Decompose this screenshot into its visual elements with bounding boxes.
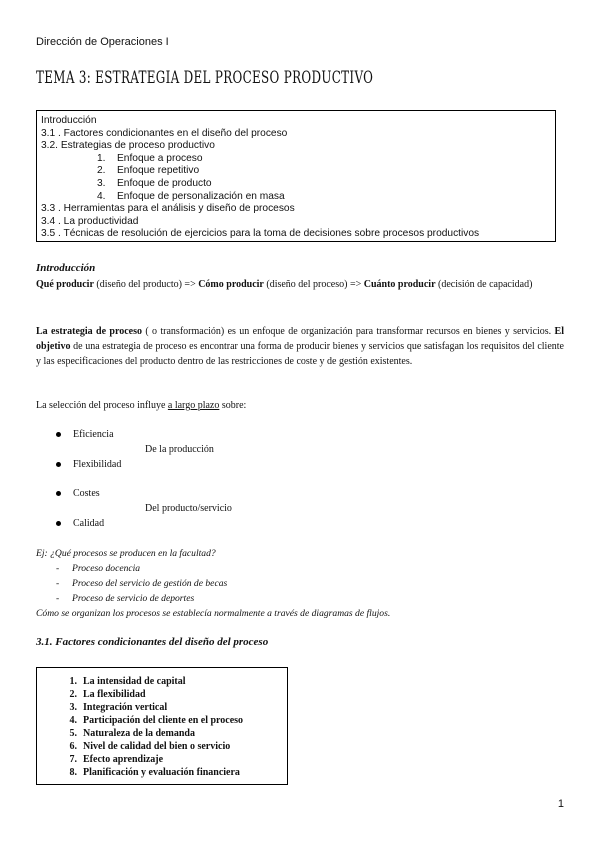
toc-item: Introducción: [41, 115, 97, 126]
example-item-label: Proceso de servicio de deportes: [72, 593, 195, 604]
bullet-dot-icon: [56, 521, 61, 526]
factor-number: 4.: [69, 715, 77, 726]
example-note: Cómo se organizan los procesos se establecía normalmente a través de diagramas de flujos.: [36, 608, 391, 619]
bullet-label: Costes: [73, 488, 100, 499]
toc-subitem-number: 2.: [97, 165, 106, 177]
factor-label: Participación del cliente en el proceso: [83, 715, 244, 726]
toc-subitem-number: 1.: [97, 152, 106, 164]
how-term: Cómo producir: [198, 279, 264, 290]
toc-subitem: [41, 191, 551, 204]
page-title: TEMA 3: ESTRATEGIA DEL PROCESO PRODUCTIVO: [36, 68, 374, 88]
example-item: - Proceso del servicio de gestión de becas: [56, 578, 228, 589]
toc-item: 3.4 . La productividad: [41, 215, 139, 227]
toc-item: 3.2. Estrategias de proceso productivo: [41, 140, 215, 152]
toc-subitem: [41, 178, 551, 191]
toc-subitem-number: 4.: [97, 190, 106, 202]
strategy-definition: ( o transformación) es un enfoque de organización para transformar recursos en bienes y servicios.: [141, 326, 555, 337]
factor-item: [57, 766, 287, 779]
toc-item: 3.3 . Herramientas para el análisis y diseño de procesos: [41, 203, 295, 215]
example-block: [36, 546, 556, 621]
toc-subitem-label: Enfoque de producto: [117, 177, 212, 189]
strategy-term: La estrategia de proceso: [36, 326, 142, 337]
factor-number: 2.: [69, 689, 77, 700]
bullet-item: [56, 429, 114, 440]
how-much-note: (decisión de capacidad): [435, 279, 533, 290]
bullet-dot-icon: [56, 491, 61, 496]
toc-subitem-number: 3.: [97, 177, 106, 189]
toc-item: 3.1 . Factores condicionantes en el diseño del proceso: [41, 127, 288, 139]
example-item-label: Proceso del servicio de gestión de becas: [72, 578, 228, 589]
factor-number: 6.: [69, 741, 77, 752]
factor-label: Integración vertical: [83, 702, 168, 713]
factor-number: 1.: [69, 676, 77, 687]
toc-subitem-label: Enfoque repetitivo: [117, 165, 200, 177]
bullet-item: [56, 488, 100, 499]
factor-label: Efecto aprendizaje: [83, 754, 164, 765]
how-note: (diseño del proceso) =>: [263, 279, 364, 290]
toc-subitem: [41, 153, 551, 166]
page-number: 1: [557, 798, 564, 810]
factor-label: La intensidad de capital: [83, 676, 186, 687]
factor-label: Nivel de calidad del bien o servicio: [83, 741, 231, 752]
factor-number: 3.: [69, 702, 77, 713]
factor-label: Naturaleza de la demanda: [83, 728, 195, 739]
bullet-dot-icon: [56, 432, 61, 437]
factors-heading: 3.1. Factores condicionantes del diseño del proceso: [36, 636, 269, 648]
factor-item: [57, 727, 287, 740]
factors-list: [36, 667, 288, 785]
factor-item: [57, 675, 287, 688]
bullet-item: [56, 518, 104, 529]
example-item-label: Proceso docencia: [72, 563, 141, 574]
factor-number: 7.: [69, 754, 77, 765]
intro-paragraph: [36, 277, 564, 292]
what-note: (diseño del producto) =>: [93, 279, 199, 290]
selection-sentence: [36, 398, 246, 413]
factor-number: 5.: [69, 728, 77, 739]
intro-heading: Introducción: [36, 262, 96, 274]
bullet-group-label: De la producción: [145, 444, 214, 455]
objective-term: El objetivo: [36, 326, 564, 352]
header-course-name: Dirección de Operaciones I: [36, 36, 169, 48]
factor-number: 8.: [69, 767, 77, 778]
what-term: Qué producir: [36, 279, 94, 290]
bullet-group-label: Del producto/servicio: [145, 503, 232, 514]
toc-subitem: [41, 165, 551, 178]
factor-label: La flexibilidad: [83, 689, 146, 700]
selection-after: sobre:: [219, 400, 247, 411]
bullet-label: Calidad: [73, 518, 105, 529]
factor-item: [57, 753, 287, 766]
bullet-label: Flexibilidad: [73, 459, 122, 470]
how-much-term: Cuánto producir: [363, 279, 436, 290]
bullet-label: Eficiencia: [73, 429, 114, 440]
toc-subitem-label: Enfoque a proceso: [117, 152, 203, 164]
factor-item: [57, 701, 287, 714]
factor-item: [57, 714, 287, 727]
toc-subitem-label: Enfoque de personalización en masa: [117, 190, 285, 202]
toc-item: 3.5 . Técnicas de resolución de ejercicios para la toma de decisiones sobre procesos productivos: [41, 228, 480, 240]
bullet-dot-icon: [56, 462, 61, 467]
objective-definition: de una estrategia de proceso es encontrar una forma de producir bienes y servicios que satisfagan los requisitos del cliente y las especificaciones del producto dentro de las restricciones de coste y de gestión existentes.: [36, 341, 564, 367]
example-question: Ej: ¿Qué procesos se producen en la facultad?: [36, 548, 216, 559]
selection-underlined: a largo plazo: [167, 400, 220, 411]
strategy-paragraph: [36, 324, 564, 369]
factor-item: [57, 688, 287, 701]
selection-before: La selección del proceso influye: [36, 400, 168, 411]
factor-label: Planificación y evaluación financiera: [83, 767, 240, 778]
example-item: - Proceso docencia: [56, 563, 141, 574]
table-of-contents: [36, 110, 556, 242]
example-item: - Proceso de servicio de deportes: [56, 593, 195, 604]
bullet-item: [56, 459, 121, 470]
factor-item: [57, 740, 287, 753]
